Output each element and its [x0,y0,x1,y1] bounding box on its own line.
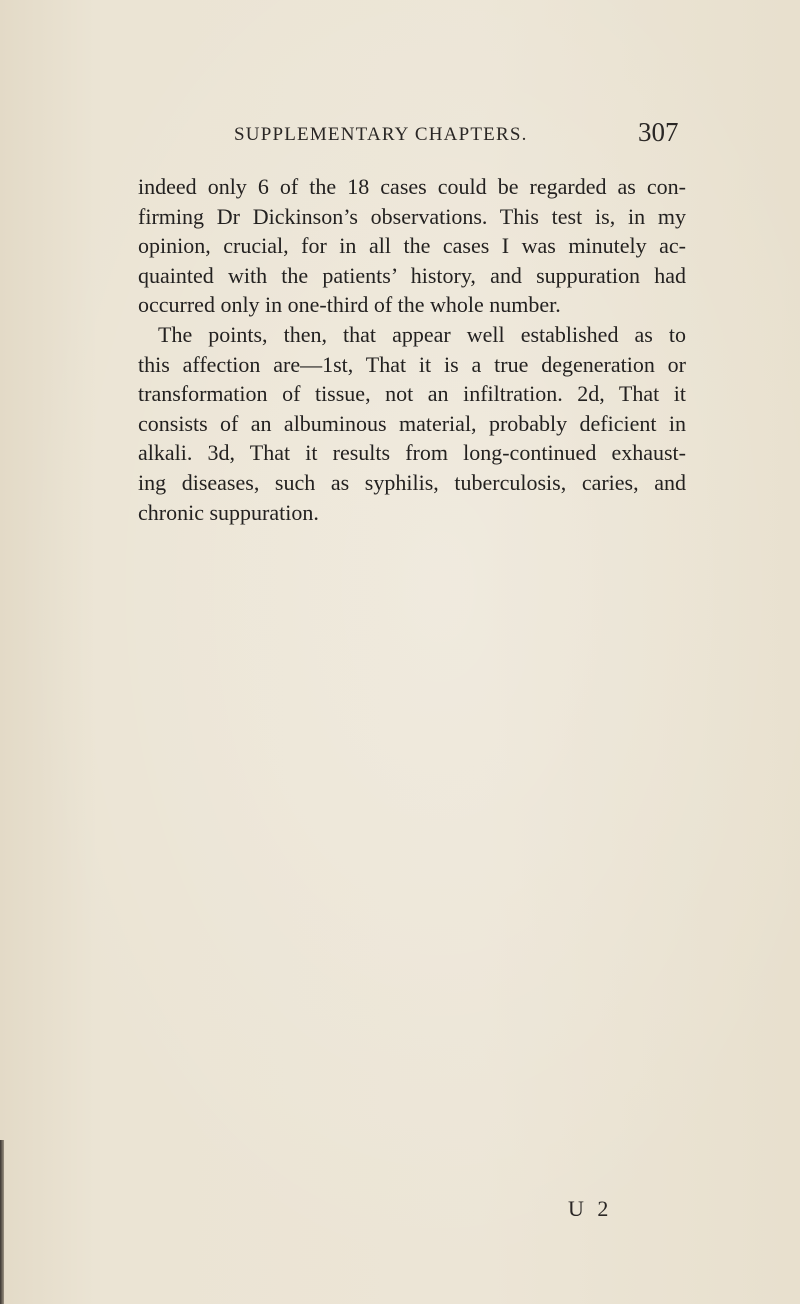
page-edge-shadow [0,1140,4,1304]
text-line: consists of an albuminous material, probably deficient in [138,410,686,436]
text-line: this affection are—1st, That it is a true degeneration or [138,351,686,377]
text-line: The points, then, that appear well established as to [158,321,686,347]
text-line: firming Dr Dickinson’s observations. This test is, in my [138,203,686,229]
text-line: quainted with the patients’ history, and suppuration had [138,262,686,288]
text-line: chronic suppuration. [138,499,319,525]
page-number: 307 [638,117,679,147]
text-line: indeed only 6 of the 18 cases could be regarded as con- [138,174,686,199]
text-line: ing diseases, such as syphilis, tuberculosis, caries, and [138,469,686,495]
running-head: SUPPLEMENTARY CHAPTERS. [234,124,528,145]
text-line: transformation of tissue, not an infiltration. 2d, That it [138,381,686,407]
text-line: opinion, crucial, for in all the cases I was minutely ac- [138,233,686,259]
page-header [0,116,800,156]
signature-mark: U 2 [568,1196,613,1221]
text-line: occurred only in one-third of the whole number. [138,292,561,318]
text-line: alkali. 3d, That it results from long-continued exhaust- [138,440,686,466]
body-text [138,172,686,527]
